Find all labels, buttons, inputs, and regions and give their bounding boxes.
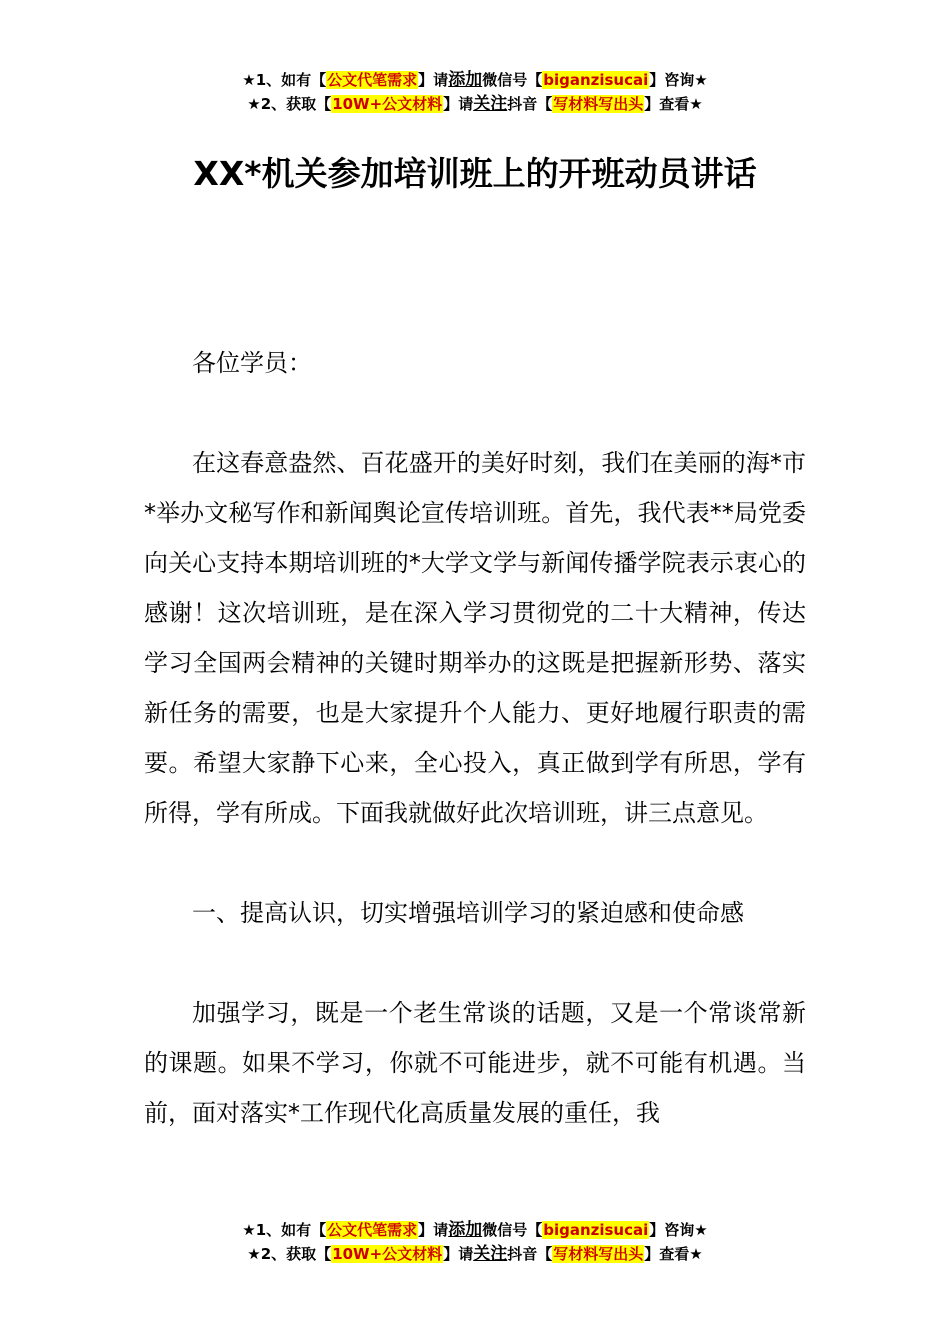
banner-highlight: biganzisucai	[543, 71, 649, 89]
banner-line-1	[0, 1218, 950, 1242]
banner-emphasis: 添加	[448, 1220, 483, 1240]
banner-highlight: 公文代笔需求	[327, 1221, 418, 1239]
paragraph: 在这春意盎然、百花盛开的美好时刻，我们在美丽的海*市*举办文秘写作和新闻舆论宣传培训班。首先，我代表**局党委向关心支持本期培训班的*大学文学与新闻传播学院表示衷心的感谢！这次培训班，是在深入学习贯彻党的二十大精神，传达学习全国两会精神的关键时期举办的这既是把握新形势、落实新任务的需要，也是大家提升个人能力、更好地履行职责的需要。希望大家静下心来，全心投入，真正做到学有所思，学有所得，学有所成。下面我就做好此次培训班，讲三点意见。	[144, 449, 806, 827]
banner-text: 微信号【	[482, 1221, 543, 1239]
header-banner	[0, 68, 950, 116]
banner-emphasis: 关注	[473, 94, 508, 114]
section-heading: 一、提高认识，切实增强培训学习的紧迫感和使命感	[192, 899, 744, 927]
banner-highlight: 公文代笔需求	[327, 71, 418, 89]
banner-text: 】请	[443, 1245, 474, 1263]
banner-text: ★1、如有【	[242, 71, 327, 89]
banner-text: 】查看★	[644, 95, 703, 113]
banner-text: ★2、获取【	[247, 1245, 332, 1263]
banner-text: 】请	[418, 1221, 449, 1239]
banner-text: ★1、如有【	[242, 1221, 327, 1239]
banner-text: 】请	[418, 71, 449, 89]
banner-highlight: biganzisucai	[543, 1221, 649, 1239]
banner-highlight: 写材料写出头	[553, 95, 644, 113]
banner-emphasis: 添加	[448, 70, 483, 90]
banner-line-2	[0, 1242, 950, 1266]
document-body	[144, 338, 806, 1138]
banner-text: 】咨询★	[649, 1221, 708, 1239]
paragraph: 加强学习，既是一个老生常谈的话题，又是一个常谈常新的课题。如果不学习，你就不可能进步，就不可能有机遇。当前，面对落实*工作现代化高质量发展的重任，我	[144, 999, 806, 1127]
banner-text: 】请	[443, 95, 474, 113]
banner-line-1	[0, 68, 950, 92]
salutation: 各位学员：	[192, 349, 312, 377]
document-title: XX*机关参加培训班上的开班动员讲话	[193, 154, 757, 193]
banner-line-2	[0, 92, 950, 116]
banner-text: ★2、获取【	[247, 95, 332, 113]
banner-text: 抖音【	[507, 1245, 553, 1263]
footer-banner	[0, 1218, 950, 1266]
banner-highlight: 10W+公文材料	[332, 1245, 443, 1263]
banner-text: 】查看★	[644, 1245, 703, 1263]
banner-highlight: 写材料写出头	[553, 1245, 644, 1263]
banner-text: 】咨询★	[649, 71, 708, 89]
banner-emphasis: 关注	[473, 1244, 508, 1264]
banner-text: 抖音【	[507, 95, 553, 113]
banner-text: 微信号【	[482, 71, 543, 89]
banner-highlight: 10W+公文材料	[332, 95, 443, 113]
